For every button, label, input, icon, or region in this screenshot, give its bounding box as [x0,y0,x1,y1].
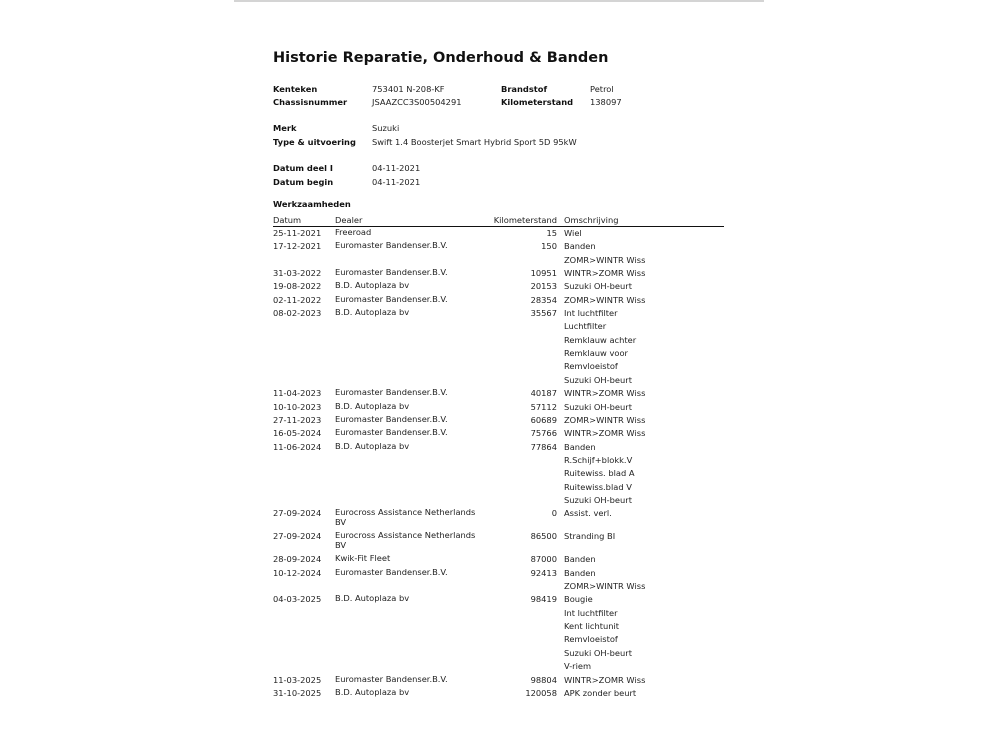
row-kilometerstand: 20153 [530,281,557,292]
table-row [273,388,724,401]
row-date: 11-04-2023 [273,388,322,399]
row-omschrijving: Kent lichtunit [564,621,620,632]
chassis-value: JSAAZCC3S00504291 [372,97,462,107]
row-date: 11-03-2025 [273,674,322,685]
row-omschrijving: ZOMR>WINTR Wiss [564,254,646,265]
merk-label: Merk [273,123,297,133]
merk-value: Suzuki [372,123,400,133]
table-row [273,307,724,385]
table-row [273,240,724,265]
row-dealer: Freeroad [335,227,372,237]
row-omschrijving: Assist. verl. [564,508,612,519]
row-omschrijving: Banden [564,441,596,452]
row-omschrijving: V-riem [564,661,592,672]
row-omschrijving: Banden [564,241,596,252]
row-omschrijving: WINTR>ZOMR Wiss [564,388,646,399]
row-dealer: Eurocross Assistance Netherlands BV [335,507,476,527]
row-dealer: Eurocross Assistance Netherlands BV [335,530,476,550]
chassis-label: Chassisnummer [273,97,348,107]
row-dealer: B.D. Autoplaza bv [335,593,410,604]
row-omschrijving: Luchtfilter [564,321,607,332]
row-dealer: Euromaster Bandenser.B.V. [335,566,448,577]
row-date: 27-09-2024 [273,531,322,542]
row-omschrijving: WINTR>ZOMR Wiss [564,428,646,439]
section-heading: Werkzaamheden [273,199,351,209]
row-omschrijving: Ruitewiss. blad A [564,468,635,479]
row-dealer: Euromaster Bandenser.B.V. [335,427,448,438]
table-row [273,415,724,428]
row-omschrijving: Suzuki OH-beurt [564,374,632,385]
row-dealer: B.D. Autoplaza bv [335,280,410,291]
row-omschrijving: Int luchtfilter [564,308,618,319]
datum-begin-value: 04-11-2021 [372,177,421,187]
row-omschrijving: Wiel [564,228,582,238]
row-kilometerstand: 120058 [525,687,557,698]
type-value: Swift 1.4 Boosterjet Smart Hybrid Sport 5D 95kW [372,137,577,147]
top-rule [234,0,764,2]
row-kilometerstand: 15 [546,228,557,238]
row-dealer: B.D. Autoplaza bv [335,686,410,697]
row-dealer: B.D. Autoplaza bv [335,307,410,318]
row-date: 04-03-2025 [273,594,322,605]
col-header-datum: Datum [273,215,302,225]
table-row [273,688,724,701]
row-dealer: Euromaster Bandenser.B.V. [335,293,448,304]
row-kilometerstand: 150 [541,241,557,252]
col-header-omschrijving: Omschrijving [564,215,619,225]
row-omschrijving: WINTR>ZOMR Wiss [564,674,646,685]
row-date: 19-08-2022 [273,281,322,292]
row-omschrijving: Stranding BI [564,531,616,542]
col-header-kilometerstand: Kilometerstand [493,215,557,225]
kilometerstand-label: Kilometerstand [501,97,574,107]
col-header-dealer: Dealer [335,215,363,225]
row-dealer: B.D. Autoplaza bv [335,440,410,451]
row-date: 16-05-2024 [273,428,322,439]
row-date: 31-10-2025 [273,687,322,698]
row-omschrijving: APK zonder beurt [564,687,637,698]
row-kilometerstand: 98419 [530,594,557,605]
row-date: 08-02-2023 [273,308,322,319]
row-kilometerstand: 28354 [530,294,557,305]
row-date: 27-09-2024 [273,508,322,519]
row-omschrijving: Ruitewiss.blad V [564,481,632,492]
row-dealer: Euromaster Bandenser.B.V. [335,673,448,684]
datum-deel-label: Datum deel I [273,163,333,173]
row-omschrijving: Remvloeistof [564,361,618,372]
row-omschrijving: Banden [564,554,596,565]
row-omschrijving: Suzuki OH-beurt [564,494,632,505]
row-dealer: B.D. Autoplaza bv [335,400,410,411]
row-kilometerstand: 75766 [530,428,557,439]
brandstof-value: Petrol [590,84,614,94]
row-kilometerstand: 87000 [530,554,557,565]
row-kilometerstand: 60689 [530,414,557,425]
table-row [273,440,724,505]
row-date: 28-09-2024 [273,554,322,565]
row-omschrijving: Suzuki OH-beurt [564,401,632,412]
row-omschrijving: ZOMR>WINTR Wiss [564,414,646,425]
row-date: 02-11-2022 [273,294,322,305]
table-row [273,554,724,567]
row-omschrijving: Banden [564,567,596,578]
row-omschrijving: Int luchtfilter [564,607,618,618]
table-row [273,566,724,592]
row-kilometerstand: 40187 [530,388,557,399]
row-omschrijving: Remklauw achter [564,334,637,345]
type-label: Type & uitvoering [273,137,356,147]
kenteken-label: Kenteken [273,84,318,94]
row-date: 17-12-2021 [273,241,322,252]
row-date: 11-06-2024 [273,441,322,452]
brandstof-label: Brandstof [501,84,548,94]
kilometerstand-value: 138097 [590,97,622,107]
datum-begin-label: Datum begin [273,177,334,187]
row-kilometerstand: 57112 [530,401,557,412]
row-dealer: Euromaster Bandenser.B.V. [335,413,448,424]
table-row [273,428,724,441]
table-row [273,507,724,527]
row-omschrijving: Remvloeistof [564,634,618,645]
row-omschrijving: ZOMR>WINTR Wiss [564,294,646,305]
table-row [273,593,724,672]
kenteken-value: 753401 N-208-KF [372,84,445,94]
row-dealer: Euromaster Bandenser.B.V. [335,240,448,251]
row-omschrijving: Suzuki OH-beurt [564,647,632,658]
row-omschrijving: ZOMR>WINTR Wiss [564,581,646,592]
row-kilometerstand: 92413 [530,567,557,578]
row-omschrijving: WINTR>ZOMR Wiss [564,268,646,279]
table-row [273,530,724,550]
row-kilometerstand: 10951 [530,268,557,279]
table-row [273,268,724,281]
row-omschrijving: Remklauw voor [564,348,628,359]
table-row [273,675,724,688]
table-row [273,281,724,294]
row-kilometerstand: 0 [551,508,557,519]
page-title: Historie Reparatie, Onderhoud & Banden [273,50,609,66]
row-dealer: Euromaster Bandenser.B.V. [335,387,448,398]
table-row [273,228,724,241]
row-omschrijving: R.Schijf+blokk.V [564,454,633,465]
row-kilometerstand: 98804 [530,674,557,685]
row-date: 31-03-2022 [273,268,322,279]
datum-deel-value: 04-11-2021 [372,163,421,173]
row-dealer: Kwik-Fit Fleet [335,553,391,564]
row-omschrijving: Suzuki OH-beurt [564,281,632,292]
row-dealer: Euromaster Bandenser.B.V. [335,267,448,278]
row-omschrijving: Bougie [564,594,593,605]
row-kilometerstand: 35567 [530,308,557,319]
row-date: 10-12-2024 [273,567,322,578]
row-date: 25-11-2021 [273,228,322,238]
table-row [273,402,724,415]
row-date: 27-11-2023 [273,414,322,425]
table-row [273,295,724,308]
row-kilometerstand: 86500 [530,531,557,542]
row-date: 10-10-2023 [273,401,322,412]
row-kilometerstand: 77864 [530,441,557,452]
